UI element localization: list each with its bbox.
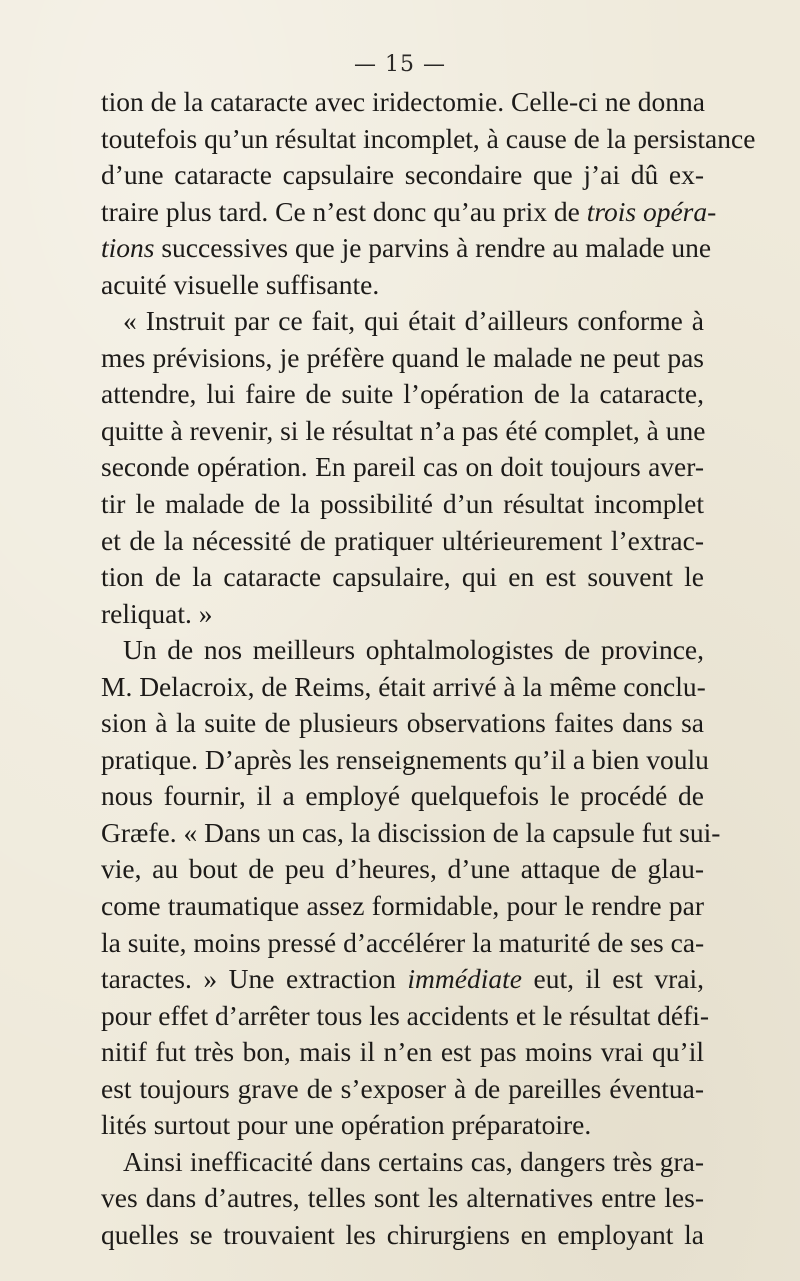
italic-text-segment: tions	[101, 232, 155, 264]
text-line: la suite, moins pressé d’accélérer la maturité de ses ca-	[101, 926, 705, 958]
text-line	[101, 961, 704, 998]
text-line: attendre, lui faire de suite l’opération de la cataracte,	[101, 378, 704, 410]
text-line: tion de la cataracte capsulaire, qui en est souvent le	[101, 561, 704, 593]
text-line: M. Delacroix, de Reims, était arrivé à la même conclu-	[101, 670, 706, 702]
text-line: est toujours grave de s’exposer à de pareilles éventua-	[101, 1072, 704, 1104]
text-line: acuité visuelle suffisante.	[101, 268, 380, 300]
text-line: toutefois qu’un résultat incomplet, à cause de la persistance	[101, 122, 756, 154]
text-line: come traumatique assez formidable, pour le rendre par	[101, 890, 704, 922]
text-line: nous fournir, il a employé quelquefois le procédé de	[101, 780, 704, 812]
text-line: vie, au bout de peu d’heures, d’une attaque de glau-	[101, 853, 704, 885]
body-text	[101, 84, 756, 1254]
text-line: nitif fut très bon, mais il n’en est pas moins vrai qu’il	[101, 1036, 704, 1068]
text-line: reliquat. »	[101, 597, 213, 629]
text-line: pour effet d’arrêter tous les accidents et le résultat défi-	[101, 999, 710, 1031]
text-line: quitte à revenir, si le résultat n’a pas été complet, à une	[101, 414, 706, 446]
text-line: tir le malade de la possibilité d’un résultat incomplet	[101, 488, 704, 520]
text-line	[101, 230, 712, 267]
italic-text-segment: trois opéra-	[586, 195, 717, 227]
text-line: mes prévisions, je préfère quand le malade ne peut pas	[101, 341, 704, 373]
text-segment: traire plus tard. Ce n’est donc qu’au prix de	[101, 195, 587, 227]
text-line: pratique. D’après les renseignements qu’il a bien voulu	[101, 743, 709, 775]
text-line: seconde opération. En pareil cas on doit toujours aver-	[101, 451, 704, 483]
text-line: « Instruit par ce fait, qui était d’ailleurs conforme à	[123, 305, 704, 337]
text-line: Un de nos meilleurs ophtalmologistes de province,	[123, 634, 704, 666]
text-line: quelles se trouvaient les chirurgiens en employant la	[101, 1218, 704, 1250]
italic-text-segment: immédiate	[407, 963, 522, 995]
page-number: — 15 —	[354, 52, 446, 77]
text-line: Ainsi inefficacité dans certains cas, dangers très gra-	[123, 1145, 704, 1177]
text-line: Græfe. « Dans un cas, la discission de la capsule fut sui-	[101, 816, 721, 848]
text-segment: eut, il est vrai,	[521, 963, 704, 995]
text-line: lités surtout pour une opération préparatoire.	[101, 1109, 592, 1141]
text-line: tion de la cataracte avec iridectomie. Celle-ci ne donna	[101, 86, 705, 117]
text-line: ves dans d’autres, telles sont les alternatives entre les-	[101, 1182, 704, 1214]
text-segment: taractes. » Une extraction	[101, 963, 408, 995]
text-segment: successives que je parvins à rendre au malade une	[154, 232, 712, 264]
text-line: sion à la suite de plusieurs observations faites dans sa	[101, 707, 704, 739]
text-line	[101, 194, 717, 231]
text-line: et de la nécessité de pratiquer ultérieurement l’extrac-	[101, 524, 704, 556]
text-line: d’une cataracte capsulaire secondaire que j’ai dû ex-	[101, 159, 704, 191]
